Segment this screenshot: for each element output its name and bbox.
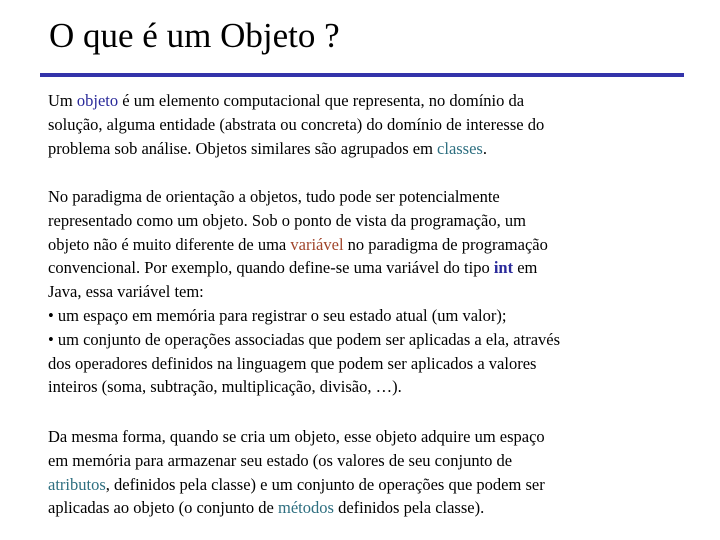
title-underline: [40, 73, 684, 77]
text-run: objeto não é muito diferente de uma: [48, 234, 291, 254]
text-line: [48, 473, 684, 497]
keyword-atributos: atributos: [48, 474, 106, 494]
text-run: convencional. Por exemplo, quando define-se uma variável do tipo: [48, 258, 494, 278]
bullet-item: • um espaço em memória para registrar o seu estado atual (um valor);: [48, 305, 507, 325]
text-run: Um: [48, 91, 77, 110]
text-line: dos operadores definidos na linguagem que podem ser aplicados a valores: [48, 353, 537, 373]
paragraph-oo-paradigm: [48, 185, 684, 399]
text-run: é um elemento computacional que representa, no domínio da: [118, 91, 525, 110]
text-line: Da mesma forma, quando se cria um objeto, esse objeto adquire um espaço: [48, 427, 545, 446]
keyword-int: int: [493, 258, 514, 278]
text-line: em memória para armazenar seu estado (os valores de seu conjunto de: [48, 450, 513, 470]
paragraph-object-state: [48, 425, 684, 520]
text-run: definidos pela classe).: [333, 498, 485, 518]
text-line: [48, 137, 684, 161]
text-line: [48, 233, 684, 257]
text-line: [48, 256, 684, 280]
bullet-item: • um conjunto de operações associadas que podem ser aplicadas a ela, através: [48, 329, 561, 349]
text-line: Java, essa variável tem:: [48, 282, 204, 302]
paragraph-object-definition: [48, 89, 684, 160]
text-line: [48, 496, 684, 520]
keyword-metodos: métodos: [278, 498, 334, 518]
keyword-variavel: variável: [290, 234, 344, 254]
text-line: solução, alguma entidade (abstrata ou concreta) do domínio de interesse do: [48, 114, 545, 134]
text-run: em: [513, 258, 538, 278]
slide-title: O que é um Objeto ?: [49, 16, 340, 55]
text-line: representado como um objeto. Sob o ponto de vista da programação, um: [48, 210, 526, 230]
text-line: inteiros (soma, subtração, multiplicação, divisão, …).: [48, 377, 402, 397]
keyword-classes: classes: [437, 138, 483, 158]
text-run: problema sob análise. Objetos similares são agrupados em: [48, 138, 438, 158]
text-run: .: [482, 138, 487, 158]
text-run: no paradigma de programação: [343, 234, 548, 254]
text-run: , definidos pela classe) e um conjunto de operações que podem ser: [105, 474, 545, 494]
text-run: aplicadas ao objeto (o conjunto de: [48, 498, 279, 518]
keyword-objeto: objeto: [76, 91, 119, 110]
text-line: No paradigma de orientação a objetos, tudo pode ser potencialmente: [48, 187, 500, 206]
text-line: [48, 89, 684, 113]
